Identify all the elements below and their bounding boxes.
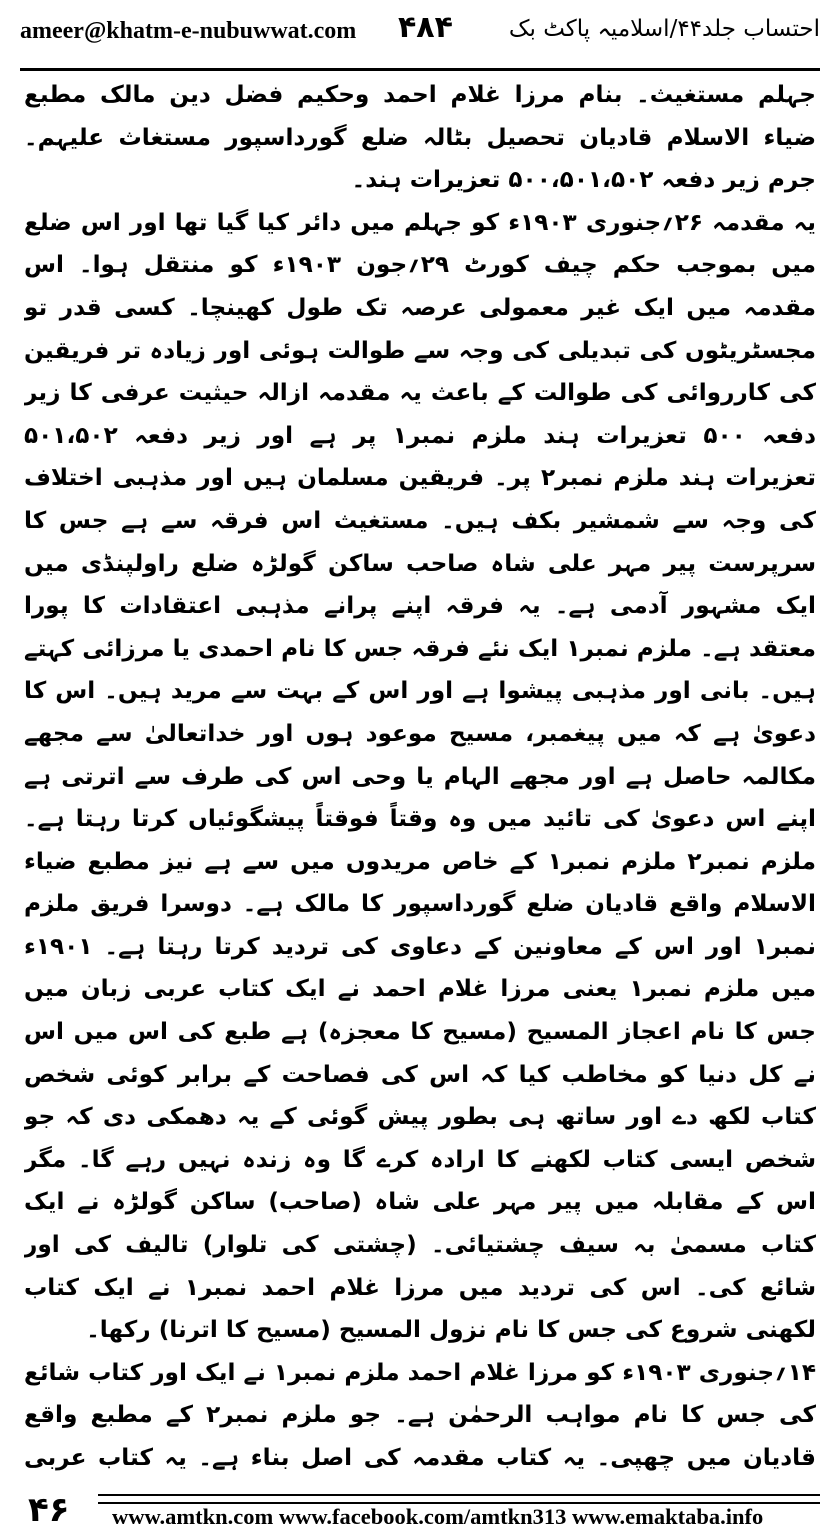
page-footer	[28, 1490, 820, 1532]
book-title: احتساب جلد۴۴/اسلامیہ پاکٹ بک	[508, 16, 820, 42]
footer-urls: www.amtkn.com www.facebook.com/amtkn313 www.emaktaba.info	[112, 1504, 764, 1529]
footer-divider	[98, 1494, 820, 1504]
page-body	[24, 74, 816, 1480]
header-email: ameer@khatm-e-nubuwwat.com	[20, 18, 357, 44]
header-divider	[20, 68, 820, 71]
header-page-number: ۴۸۴	[398, 10, 453, 45]
footer-page-number: ۴۶	[28, 1490, 70, 1530]
paragraph-1: جہلم مستغیث۔ بنام مرزا غلام احمد وحکیم فضل دین مالک مطبع ضیاء الاسلام قادیان تحصیل بٹالہ ضلع گورداسپور مستغاث علیہم۔ جرم زیر دفعہ ۵۰۰،۵۰۱،۵۰۲ تعزیرات ہند۔	[24, 81, 816, 194]
page-header	[20, 8, 820, 68]
paragraph-2: یہ مقدمہ ۲۶؍جنوری ۱۹۰۳ء کو جہلم میں دائر کیا گیا تھا اور اس ضلع میں بموجب حکم چیف کورٹ ۲۹؍جون ۱۹۰۳ء کو منتقل ہوا۔ اس مقدمہ میں ایک غیر معمولی عرصہ تک طول کھینچا۔ کسی قدر تو مجسٹریٹوں کی تبدیلی کی وجہ سے طوالت ہوئی اور زیادہ تر فریقین کی کارروائی کی طوالت کے باعث یہ مقدمہ ازالہ حیثیت عرفی کا زیر دفعہ ۵۰۰ تعزیرات ہند ملزم نمبر۱ پر ہے اور زیر دفعہ ۵۰۱،۵۰۲ تعزیرات ہند ملزم نمبر۲ پر۔ فریقین مسلمان ہیں اور مذہبی اختلاف کی وجہ سے شمشیر بکف ہیں۔ مستغیث اس فرقہ سے ہے جس کا سرپرست پیر مہر علی شاہ صاحب ساکن گولڑہ ضلع راولپنڈی میں ایک مشہور آدمی ہے۔ یہ فرقہ اپنے پرانے مذہبی اعتقادات کا پورا معتقد ہے۔ ملزم نمبر۱ ایک نئے فرقہ جس کا نام احمدی یا مرزائی کہتے ہیں۔ بانی اور مذہبی پیشوا ہے اور اس کے بہت سے مرید ہیں۔ اس کا دعویٰ ہے کہ میں پیغمبر، مسیح موعود ہوں اور خداتعالیٰ سے مجھے مکالمہ حاصل ہے اور مجھے الہام یا وحی اس کی طرف سے اترتی ہے اپنے اس دعویٰ کی تائید میں وہ وقتاً فوقتاً پیشگوئیاں کرتا رہتا ہے۔ ملزم نمبر۲ ملزم نمبر۱ کے خاص مریدوں میں سے ہے نیز مطبع ضیاء الاسلام واقع قادیان ضلع گورداسپور کا مالک ہے۔ دوسرا فریق ملزم نمبر۱ اور اس کے معاونین کے دعاوی کی تردید کرتا رہتا ہے۔ ۱۹۰۱ء میں ملزم نمبر۱ یعنی مرزا غلام احمد نے ایک کتاب عربی زبان میں جس کا نام اعجاز المسیح (مسیح کا معجزہ) ہے طبع کی اس میں اس نے کل دنیا کو مخاطب کیا کہ اس کی فصاحت کے برابر کوئی شخص کتاب لکھ دے اور ساتھ ہی بطور پیش گوئی کے یہ دھمکی دی کہ جو شخص ایسی کتاب لکھنے کا ارادہ کرے گا وہ زندہ نہیں رہے گا۔ مگر اس کے مقابلہ میں پیر مہر علی شاہ (صاحب) ساکن گولڑہ نے ایک کتاب مسمیٰ بہ سیف چشتیائی۔ (چشتی کی تلوار) تالیف کی اور شائع کی۔ اس کی تردید میں مرزا غلام احمد نمبر۱ نے ایک کتاب لکھنی شروع کی جس کا نام نزول المسیح (مسیح کا اترنا) رکھا۔	[24, 208, 816, 1344]
paragraph-3: ۱۴؍جنوری ۱۹۰۳ء کو مرزا غلام احمد ملزم نمبر۱ نے ایک اور کتاب شائع کی جس کا نام مواہب الرحمٰن ہے۔ جو ملزم نمبر۲ کے مطبع واقع قادیان میں چھپی۔ یہ کتاب مقدمہ کی اصل بناء ہے۔ یہ کتاب عربی	[24, 1358, 816, 1471]
